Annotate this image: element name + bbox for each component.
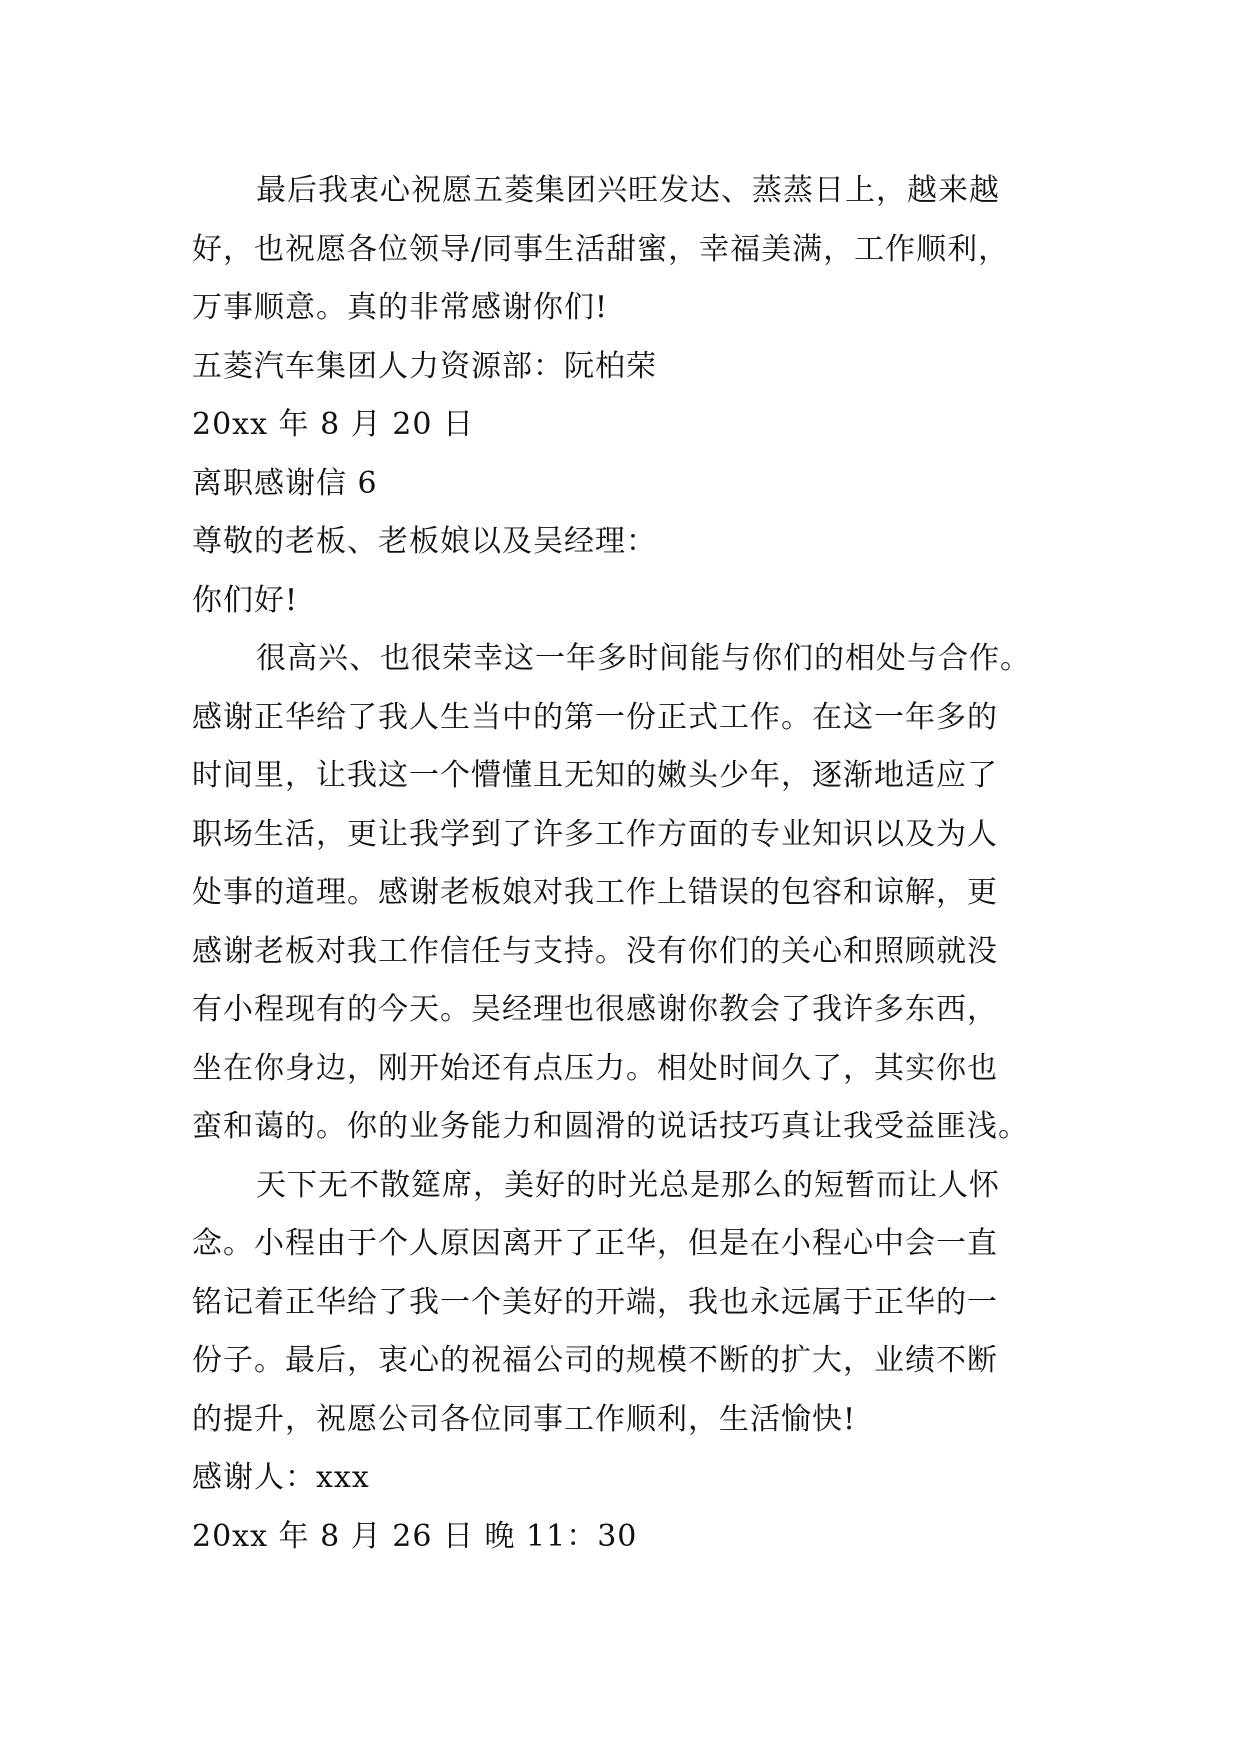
text-line: 感谢正华给了我人生当中的第一份正式工作。在这一年多的 — [192, 699, 998, 735]
document-body — [192, 162, 1068, 1566]
text-line: 念。小程由于个人原因离开了正华，但是在小程心中会一直 — [192, 1226, 998, 1261]
text-line: 坐在你身边，刚开始还有点压力。相处时间久了，其实你也 — [192, 1050, 998, 1086]
closing-paragraph-prev — [192, 162, 1068, 338]
text-line: 天下无不散筵席，美好的时光总是那么的短暂而让人怀 — [256, 1167, 1000, 1203]
text-line: 职场生活，更让我学到了许多工作方面的专业知识以及为人 — [192, 816, 998, 852]
text-line: 处事的道理。感谢老板娘对我工作上错误的包容和谅解，更 — [192, 875, 998, 910]
text-line: 的提升，祝愿公司各位同事工作顺利，生活愉快! — [192, 1401, 857, 1437]
text-line: 感谢老板对我工作信任与支持。没有你们的关心和照顾就没 — [192, 933, 998, 969]
letter-title: 离职感谢信 6 — [192, 465, 378, 501]
greeting: 你们好! — [192, 582, 299, 618]
text-line: 很高兴、也很荣幸这一年多时间能与你们的相处与合作。 — [256, 641, 1031, 676]
body-paragraph-2 — [192, 1157, 1068, 1450]
date-prev: 20xx 年 8 月 20 日 — [192, 407, 474, 442]
text-line: 万事顺意。真的非常感谢你们! — [192, 290, 609, 325]
salutation: 尊敬的老板、老板娘以及吴经理： — [192, 524, 657, 559]
text-line: 蛮和蔼的。你的业务能力和圆滑的说话技巧真让我受益匪浅。 — [192, 1109, 1029, 1144]
signature: 感谢人：xxx — [192, 1460, 370, 1495]
text-line: 有小程现有的今天。吴经理也很感谢你教会了我许多东西， — [192, 992, 998, 1027]
text-line: 份子。最后，衷心的祝福公司的规模不断的扩大，业绩不断 — [192, 1343, 998, 1378]
text-line: 时间里，让我这一个懵懂且无知的嫩头少年，逐渐地适应了 — [192, 758, 998, 793]
text-line: 铭记着正华给了我一个美好的开端，我也永远属于正华的一 — [192, 1284, 998, 1320]
body-paragraph-1 — [192, 630, 1068, 1157]
text-line: 最后我衷心祝愿五菱集团兴旺发达、蒸蒸日上，越来越 — [256, 173, 1000, 208]
text-line: 好，也祝愿各位领导/同事生活甜蜜，幸福美满，工作顺利， — [192, 231, 1010, 267]
signature-prev: 五菱汽车集团人力资源部：阮柏荣 — [192, 348, 657, 384]
date: 20xx 年 8 月 26 日 晚 11：30 — [192, 1518, 638, 1554]
